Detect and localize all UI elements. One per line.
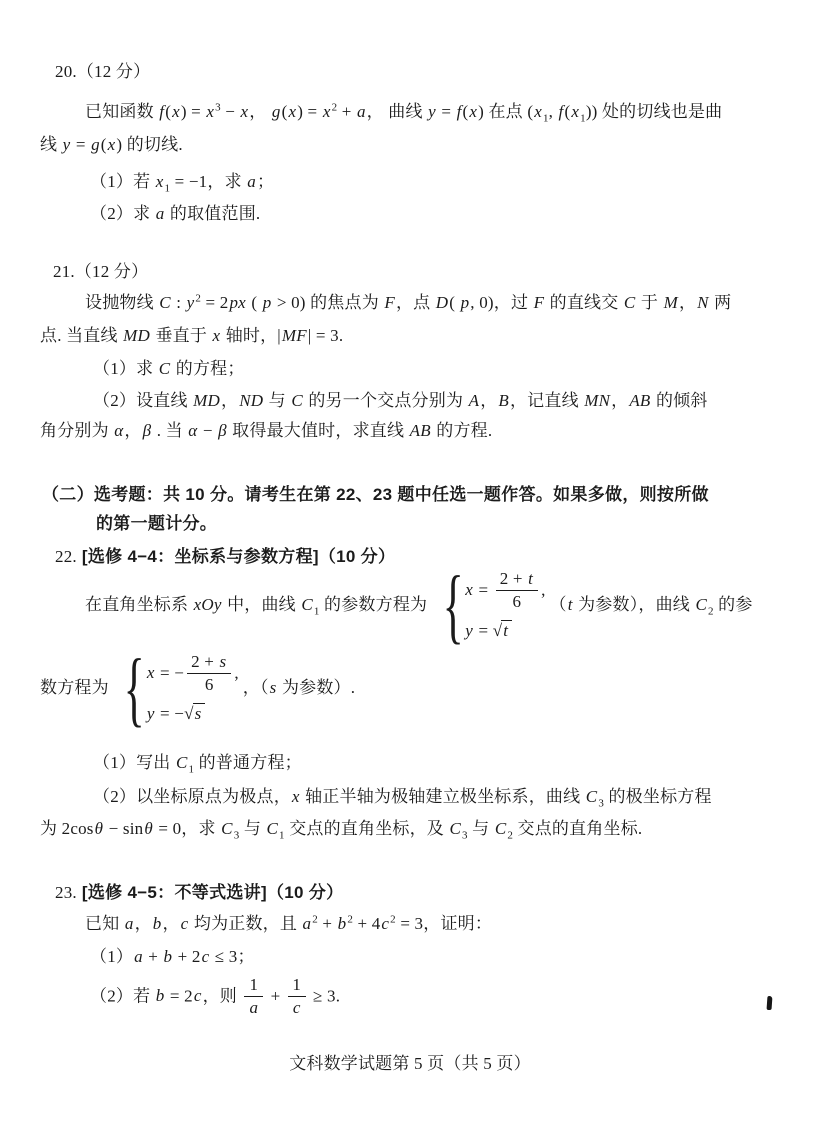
question-22-item-2-line-1: （2）以坐标原点为极点，x 轴正半轴为极轴建立极坐标系，曲线 $C_3$ 的极坐标方程 — [93, 787, 712, 810]
question-21-item-2-line-1: （2）设直线 MD，ND 与 C 的另一个交点分别为 A，B，记直线 MN，AB 的倾斜 — [93, 391, 708, 410]
question-21-item-1: （1）求 C 的方程； — [93, 359, 245, 378]
question-22-number: 22. — [55, 547, 77, 566]
question-23-title: [选修 4−5：不等式选讲]（10 分） — [81, 883, 344, 902]
question-23-header — [55, 880, 343, 906]
section-2-header-line-2: 的第一题计分。 — [96, 514, 218, 533]
question-23-item-2: （2）若 b = 2c，则 $\frac{1}{a}$ + $\frac{1}{c}$ ≥ 3. — [90, 975, 341, 1017]
question-22-item-1: （1）写出 $C_1$ 的普通方程； — [93, 753, 302, 776]
question-20-header: 20.（12 分） — [55, 62, 151, 81]
section-2-header-line-1: （二）选考题：共 10 分。请考生在第 22、23 题中任选一题作答。如果多做，则按所做 — [42, 485, 709, 504]
question-22-line-2: 数方程为 { x = − $\frac{2 + s}{6}$ , y = −√s ，（s 为参数）. — [40, 642, 356, 736]
scan-artifact-mark — [767, 996, 773, 1010]
question-22-title: [选修 4−4：坐标系与参数方程]（10 分） — [81, 547, 396, 566]
question-23-line-1: 已知 a，b，c 均为正数，且 $a^2 + b^2 + 4c^2 = 3$，证明： — [85, 913, 493, 933]
question-21-item-2-line-2: 角分别为 α，β . 当 α − β 取得最大值时，求直线 AB 的方程. — [40, 421, 493, 440]
question-20-item-2: （2）求 a 的取值范围. — [90, 204, 261, 223]
question-21-header: 21.（12 分） — [53, 262, 149, 281]
question-21-line-2: 点. 当直线 MD 垂直于 x 轴时，|MF| = 3. — [40, 326, 344, 345]
question-22-line-1: 在直角坐标系 xOy 中，曲线 $C_1$ 的参数方程为 { x = $\frac{2 + t}{6}$ , y = √t （t 为参数），曲线 $C_2$ 的参 — [85, 559, 753, 653]
question-20-line-2: 线 y = g(x) 的切线. — [40, 135, 183, 154]
question-21-line-1: 设抛物线 C : $y^2 = 2px$ ( p > 0) 的焦点为 F，点 D( p, 0)，过 F 的直线交 C 于 M，N 两 — [85, 292, 732, 312]
question-23-item-1: （1）a + b + 2c ≤ 3； — [90, 947, 255, 966]
question-22-header — [55, 544, 395, 570]
page-footer: 文科数学试题第 5 页（共 5 页） — [289, 1054, 531, 1073]
question-20-item-1: （1）若 $x_1 = -1$，求 a； — [90, 172, 275, 195]
question-22-item-2-line-2: 为 2cosθ − sinθ = 0，求 $C_3$ 与 $C_1$ 交点的直角坐标，及 $C_3$ 与 $C_2$ 交点的直角坐标. — [40, 819, 643, 842]
question-20-line-1: 已知函数 $f(x) = x^3 - x$， $g(x) = x^2 + a$， 曲线 y = f(x) 在点 ($x_1$, $f(x_1)$) 处的切线也是曲 — [85, 101, 723, 125]
question-23-number: 23. — [55, 883, 77, 902]
